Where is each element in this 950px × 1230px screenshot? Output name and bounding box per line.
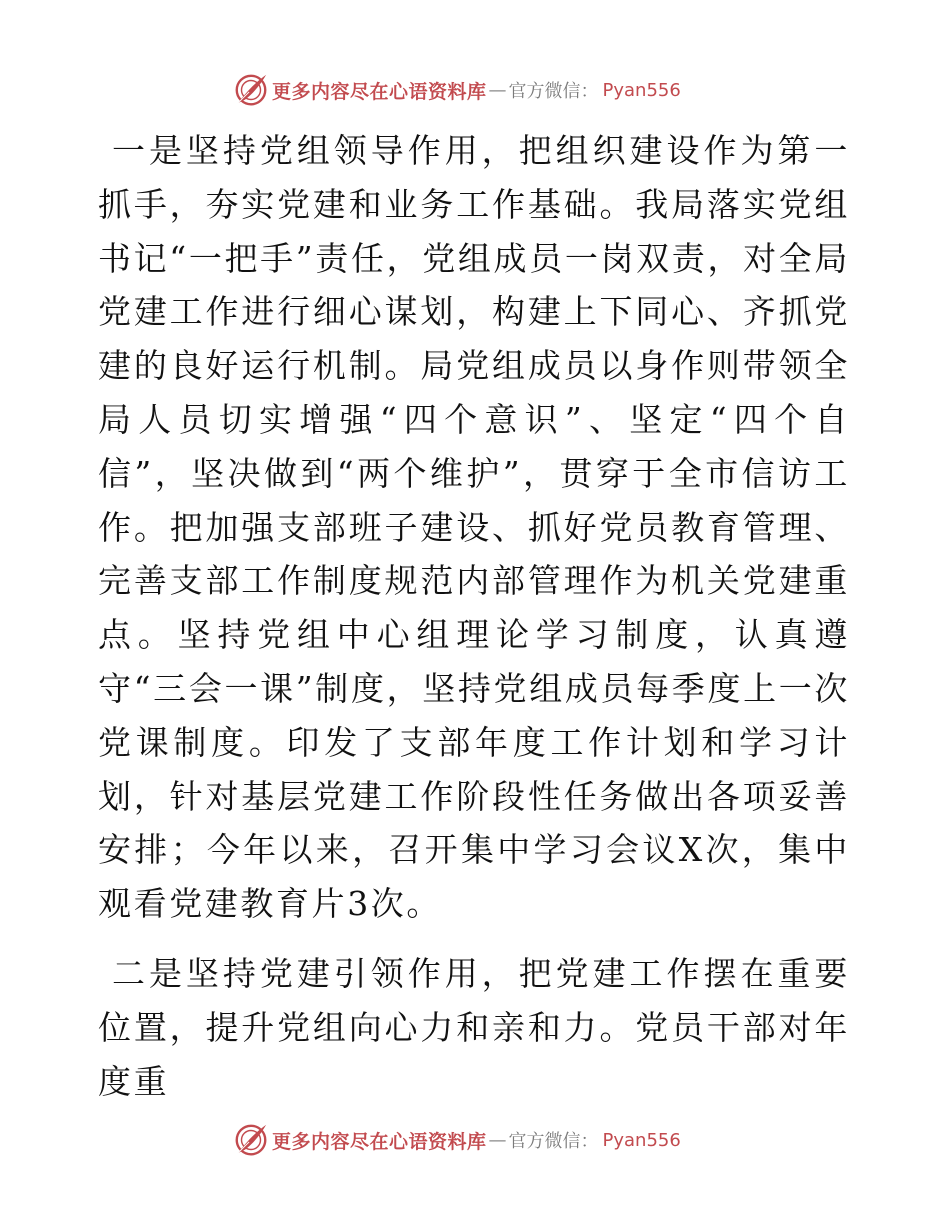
watermark-dash: — [488, 79, 507, 101]
paragraph-1: 一是坚持党组领导作用，把组织建设作为第一抓手，夯实党建和业务工作基础。我局落实党组书记“一把手”责任，党组成员一岗双责，对全局党建工作进行细心谋划，构建上下同心、齐抓党建的良好运行机制。局党组成员以身作则带领全局人员切实增强“四个意识”、坚定“四个自信”，坚决做到“两个维护”，贯穿于全市信访工作。把加强支部班子建设、抓好党员教育管理、完善支部工作制度规范内部管理作为机关党建重点。坚持党组中心组理论学习制度，认真遵守“三会一课”制度，坚持党组成员每季度上一次党课制度。印发了支部年度工作计划和学习计划，针对基层党建工作阶段性任务做出各项妥善安排；今年以来，召开集中学习会议X次，集中观看党建教育片3次。 [98, 131, 850, 924]
watermark-dash: — [488, 1129, 507, 1151]
watermark-site-text: 更多内容尽在心语资料库 [272, 1130, 487, 1153]
paragraph-2: 二是坚持党建引领作用，把党建工作摆在重要位置，提升党组向心力和亲和力。党员干部对年度重 [98, 953, 850, 1101]
quill-pen-logo-icon [232, 1121, 270, 1159]
watermark-wechat-id: Pyan556 [602, 1129, 681, 1151]
header-watermark [232, 70, 681, 110]
document-body [98, 124, 850, 1108]
watermark-wechat-id: Pyan556 [602, 79, 681, 101]
watermark-wechat-label: 官方微信： [508, 1131, 599, 1152]
footer-watermark [232, 1120, 681, 1160]
watermark-site-text: 更多内容尽在心语资料库 [272, 80, 487, 103]
watermark-wechat-label: 官方微信： [508, 81, 599, 102]
quill-pen-logo-icon [232, 71, 270, 109]
